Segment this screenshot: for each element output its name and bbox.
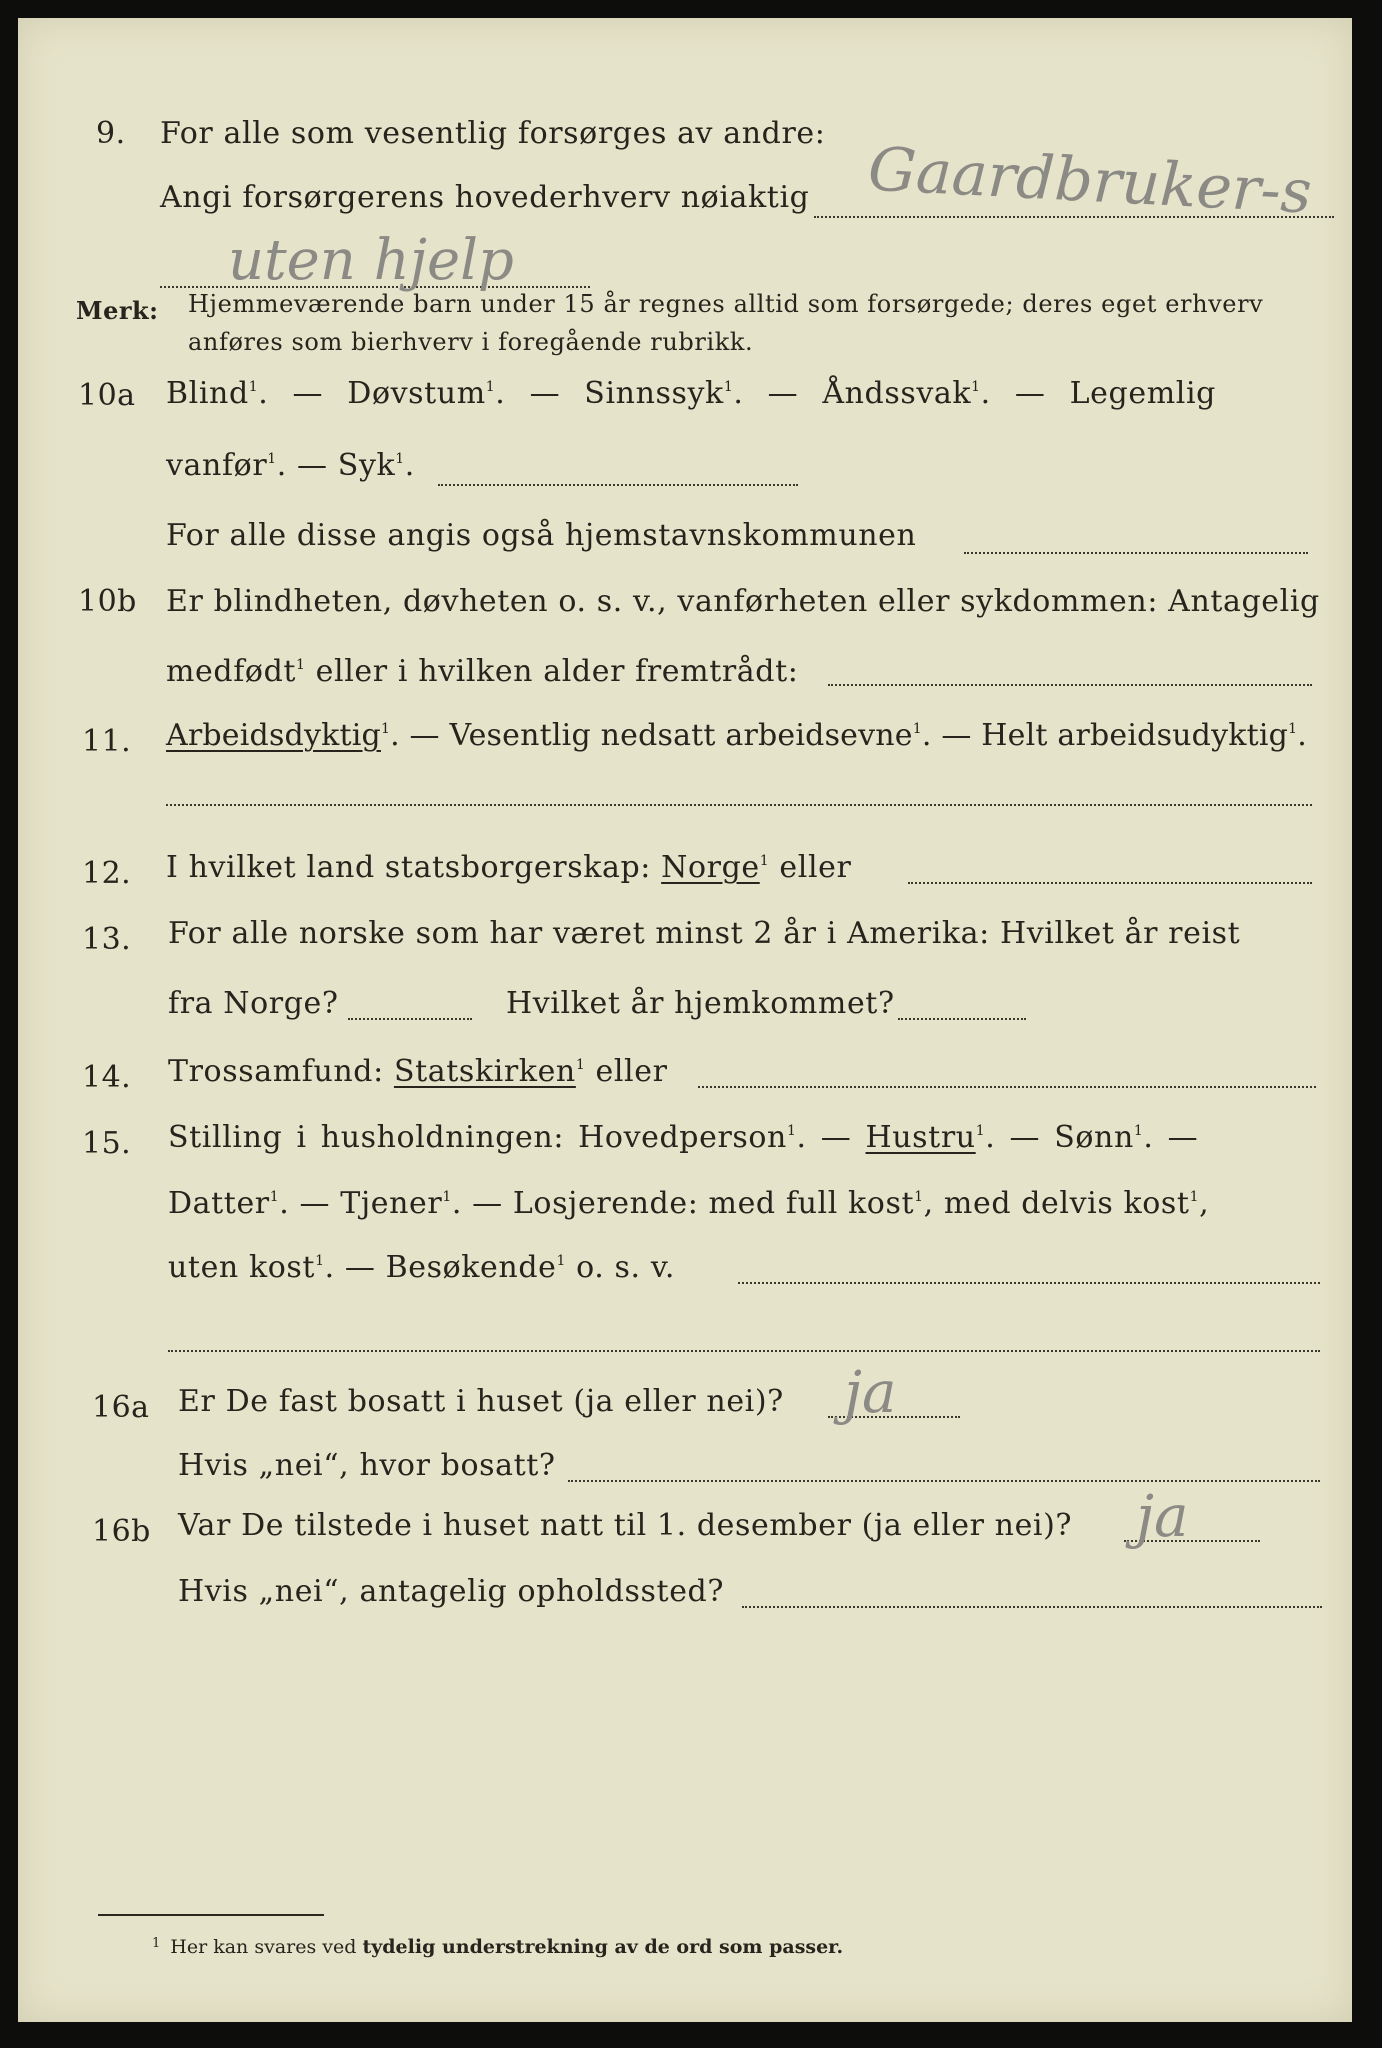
q14-number: 14. xyxy=(82,1060,132,1095)
q16a-line2: Hvis „nei“, hvor bosatt? xyxy=(178,1448,556,1483)
q15-answer-line xyxy=(168,1350,1320,1352)
q10b-line2: medfødt$^1$ eller i hvilken alder fremtrådt: xyxy=(166,654,799,689)
q16b-number: 16b xyxy=(92,1514,151,1549)
footnote-rule xyxy=(98,1914,324,1916)
q9-line2: Angi forsørgerens hovederhverv nøiaktig xyxy=(160,180,810,215)
q10a-line2-fill xyxy=(438,484,798,486)
q13-hjemkommet-fill xyxy=(898,1018,1026,1020)
merk-line2: anføres som bierhverv i foregående rubrikk. xyxy=(188,328,754,356)
q16b-line1: Var De tilstede i huset natt til 1. desember (ja eller nei)? xyxy=(178,1508,1073,1543)
q16a-line1: Er De fast bosatt i huset (ja eller nei)? xyxy=(178,1384,784,1419)
q13-number: 13. xyxy=(82,922,132,957)
q11-number: 11. xyxy=(82,724,132,759)
q10b-line2-fill xyxy=(828,684,1312,686)
q13-reist-fill xyxy=(348,1018,472,1020)
q10a-line1: Blind$^1$. — Døvstum$^1$. — Sinnssyk$^1$. — Åndssvak$^1$. — Legemlig xyxy=(166,376,1216,411)
q9-number: 9. xyxy=(96,116,126,151)
merk-line1: Hjemmeværende barn under 15 år regnes alltid som forsørgede; deres eget erhverv xyxy=(188,290,1264,318)
q15-fill xyxy=(738,1282,1320,1284)
q10a-number: 10a xyxy=(78,378,136,413)
q15-number: 15. xyxy=(82,1126,132,1161)
q12-number: 12. xyxy=(82,856,132,891)
q16b-handwritten-answer: ja xyxy=(1136,1482,1189,1550)
q9-handwritten-answer1: Gaardbruker-s xyxy=(866,134,1314,228)
q13-line2a: fra Norge? xyxy=(168,986,339,1021)
q15-line2: Datter$^1$. — Tjener$^1$. — Losjerende: med full kost$^1$, med delvis kost$^1$, xyxy=(168,1186,1210,1221)
q10a-line2: vanfør$^1$. — Syk$^1$. xyxy=(166,448,415,483)
merk-label: Merk: xyxy=(76,296,159,325)
q13-line2b: Hvilket år hjemkommet? xyxy=(506,986,895,1021)
q9-handwritten-answer2: uten hjelp xyxy=(228,228,514,293)
q15-line3: uten kost$^1$. — Besøkende$^1$ o. s. v. xyxy=(168,1250,675,1285)
q11-answer-line xyxy=(166,804,1312,806)
q11-line1: Arbeidsdyktig$^1$. — Vesentlig nedsatt arbeidsevne$^1$. — Helt arbeidsudyktig$^1$. xyxy=(166,718,1307,753)
q16a-number: 16a xyxy=(92,1390,150,1425)
q10a-line3: For alle disse angis også hjemstavnskommunen xyxy=(166,518,917,553)
census-form-page xyxy=(18,18,1352,2022)
q16b-line2-fill xyxy=(742,1606,1322,1608)
q14-fill xyxy=(698,1086,1316,1088)
q10b-number: 10b xyxy=(78,584,137,619)
footnote: $^1$ Her kan svares ved tydelig understrekning av de ord som passer. xyxy=(152,1936,844,1958)
q13-line1: For alle norske som har været minst 2 år i Amerika: Hvilket år reist xyxy=(168,916,1241,951)
q12-line: I hvilket land statsborgerskap: Norge$^1$ eller xyxy=(166,850,852,885)
q10a-line3-fill xyxy=(964,552,1308,554)
q12-fill xyxy=(908,882,1312,884)
q14-line: Trossamfund: Statskirken$^1$ eller xyxy=(168,1054,668,1089)
q16a-handwritten-answer: ja xyxy=(844,1358,897,1426)
q9-line1: For alle som vesentlig forsørges av andre: xyxy=(160,116,826,151)
q15-line1: Stilling i husholdningen: Hovedperson$^1$. — Hustru$^1$. — Sønn$^1$. — xyxy=(168,1120,1199,1155)
q16a-line2-fill xyxy=(568,1480,1320,1482)
q10b-line1: Er blindheten, døvheten o. s. v., vanførheten eller sykdommen: Antagelig xyxy=(166,584,1320,619)
q16b-line2: Hvis „nei“, antagelig opholdssted? xyxy=(178,1574,725,1609)
